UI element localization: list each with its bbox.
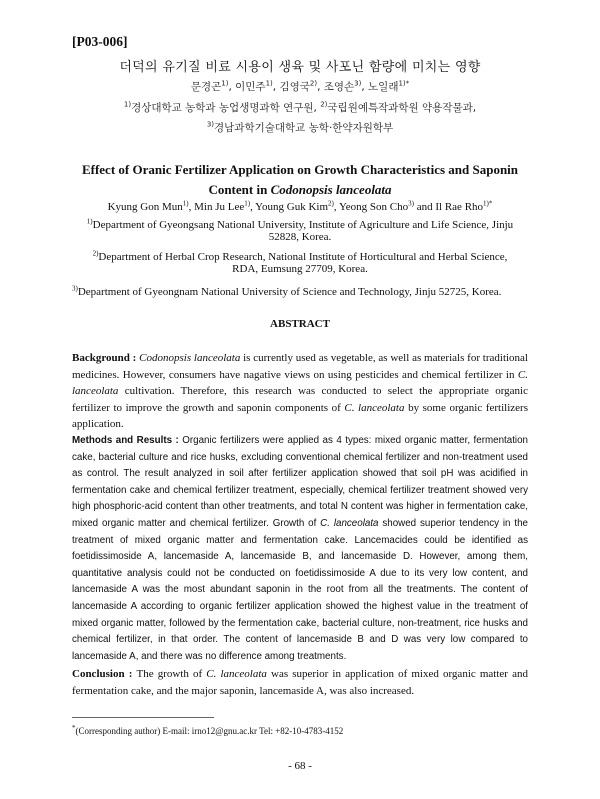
ko-author-1: 문경곤 [190, 81, 222, 93]
poster-code: [P03-006] [72, 34, 128, 49]
affiliation-1: $^{1)}$Department of Gyeongsang National University, Institute of Agriculture and Life Science, Jinju 52828, Korea. [86, 217, 514, 243]
footnote: *(Corresponding author) E-mail: irno12@gnu.ac.kr Tel: +82-10-4783-4152 [72, 724, 344, 736]
korean-affiliation-2: $^{3)}$경남과학기술대학교 농학·한약자원학부 [206, 120, 394, 134]
conclusion-paragraph: Conclusion : The growth of C. lanceolata was superior in application of mixed organic matter and fermentation cake, and the major saponin, lancemaside A, was also increased. [72, 668, 528, 697]
korean-authors: 문경곤$^{1)}$, 이민주$^{1)}$, 김영국$^{2)}$, 조영손$^{3)}$, 노일래$^{1)*}$ [190, 79, 410, 93]
page-number: - 68 - [288, 760, 312, 772]
abstract-heading: ABSTRACT [270, 318, 330, 330]
korean-title: 더덕의 유기질 비료 시용이 생육 및 사포닌 함량에 미치는 영향 [119, 60, 481, 75]
methods-results-paragraph: Methods and Results : Organic fertilizers were applied as 4 types: mixed organic matter, fermentation cake, bacterial culture and rice husks, excluding conventional chemical fertilizer and non-treatment used as control. The result analyzed in soil after fertilizer application showed that soil pH was acidified in fermentation cake and chemical fertilizer treatment, especially, chemical fertilizer treatment showed very high phosphoric-acid content than other treatments, and total N content was higher in fermentation cake, mixed organic matter and chemical fertilizer. Growth of C. lanceolata showed superior tendency in the treatment of mixed organic matter and fermentation cake. Lancemacides could be identified as foetidissimoside A, lancemaside A, lancemaside B, and lancemaside D. However, among them, quantitative analysis could not be conducted on foetidissimoside A due to its very low content, and lancemaside A was the most abundant saponin in the root from all the treatments. The content of lancemaside A according to organic fertilizer application showed the highest value in the treatment of mixed organic matter, followed by the fermentation cake, bacterial culture, non-treatment, rice husks and chemical fertilizer, in that order. The content of lancemaside B and D was very low compared to lancemaside A, and there was no difference among treatments. [72, 435, 528, 662]
english-authors: Kyung Gon Mun$^{1)}$, Min Ju Lee$^{1)}$, Young Guk Kim$^{2)}$, Yeong Son Cho$^{3)}$ and Il Rae Rho$^{1)*}$ [107, 199, 493, 213]
affiliation-2: $^{2)}$Department of Herbal Crop Research, National Institute of Horticultural and Herbal Science, RDA, Eumsung 27709, Korea. [92, 249, 508, 275]
footnote-divider [72, 717, 214, 718]
background-paragraph: Background : Codonopsis lanceolata is currently used as vegetable, as well as materials for traditional medicines. However, consumers have nagative views on using pesticides and chemical fertilizer in C. lanceolata cultivation. Therefore, this research was conducted to select the appropriate organic fertilizer to improve the growth and saponin components of C. lanceolata by some organic fertilizers application. [72, 352, 528, 431]
english-title: Effect of Oranic Fertilizer Application on Growth Characteristics and Saponin Content in Codonopsis lanceolata [81, 162, 519, 197]
affiliation-3: $^{3)}$Department of Gyeongnam National University of Science and Technology, Jinju 52725, Korea. [72, 284, 502, 298]
korean-affiliation-1: $^{1)}$경상대학교 농학과 농업생명과학 연구원, $^{2)}$국립원예특작과학원 약용작물과, [123, 100, 477, 114]
